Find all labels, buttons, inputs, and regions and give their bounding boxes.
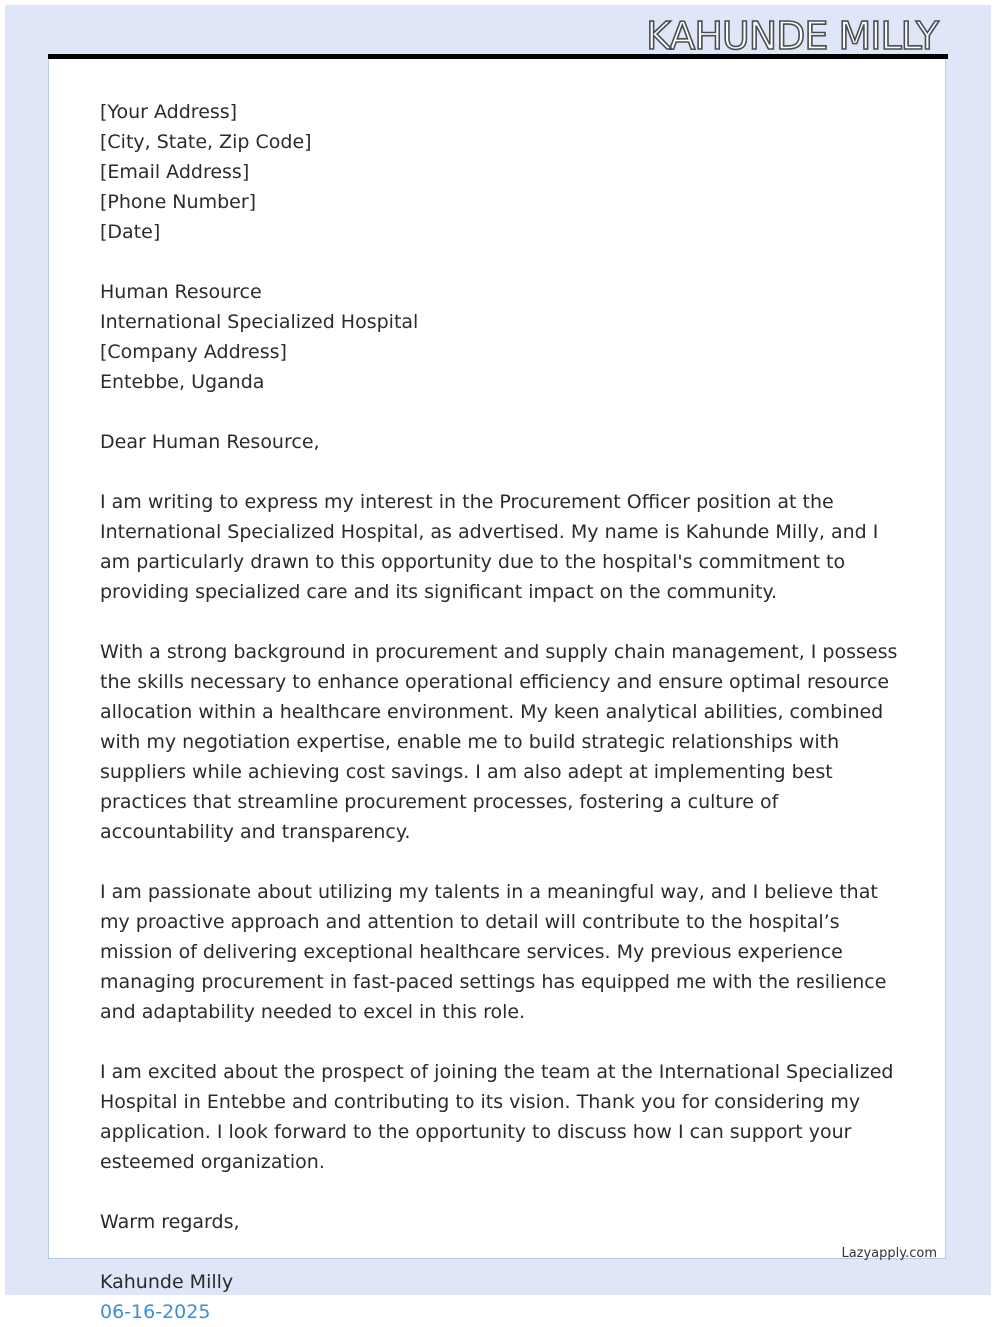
greeting: Dear Human Resource, (100, 431, 320, 453)
closing: Warm regards, (100, 1211, 240, 1233)
recipient-address: [Company Address] (100, 341, 287, 363)
recipient-name: Human Resource (100, 281, 262, 303)
recipient-block (100, 277, 910, 397)
sender-city-state-zip: [City, State, Zip Code] (100, 131, 312, 153)
body-paragraph: I am excited about the prospect of joining the team at the International Specialized Hospital in Entebbe and contributing to its vision. Thank you for considering my application. I look forward to the opportunity to discuss how I can support your esteemed organization. (100, 1061, 894, 1173)
sender-address: [Your Address] (100, 101, 238, 123)
applicant-name-header: KAHUNDE MILLY (646, 14, 938, 58)
body-paragraph: I am writing to express my interest in the Procurement Officer position at the International Specialized Hospital, as advertised. My name is Kahunde Milly, and I am particularly drawn to this opportunity due to the hospital's commitment to providing specialized care and its significant impact on the community. (100, 491, 879, 603)
sender-phone: [Phone Number] (100, 191, 257, 213)
cover-letter-body (100, 97, 910, 1327)
brand-watermark: Lazyapply.com (841, 1246, 937, 1261)
recipient-city: Entebbe, Uganda (100, 371, 265, 393)
signature-name: Kahunde Milly (100, 1271, 234, 1293)
sender-email: [Email Address] (100, 161, 250, 183)
sender-block (100, 97, 910, 247)
signed-date: 06-16-2025 (100, 1301, 211, 1323)
recipient-company: International Specialized Hospital (100, 311, 419, 333)
sender-date: [Date] (100, 221, 161, 243)
body-paragraph: With a strong background in procurement and supply chain management, I possess the skills necessary to enhance operational efficiency and ensure optimal resource allocation within a healthcare environment. My keen analytical abilities, combined with my negotiation expertise, enable me to build strategic relationships with suppliers while achieving cost savings. I am also adept at implementing best practices that streamline procurement processes, fostering a culture of accountability and transparency. (100, 641, 898, 843)
body-paragraph: I am passionate about utilizing my talents in a meaningful way, and I believe that my proactive approach and attention to detail will contribute to the hospital’s mission of delivering exceptional healthcare services. My previous experience managing procurement in fast-paced settings has equipped me with the resilience and adaptability needed to excel in this role. (100, 881, 887, 1023)
